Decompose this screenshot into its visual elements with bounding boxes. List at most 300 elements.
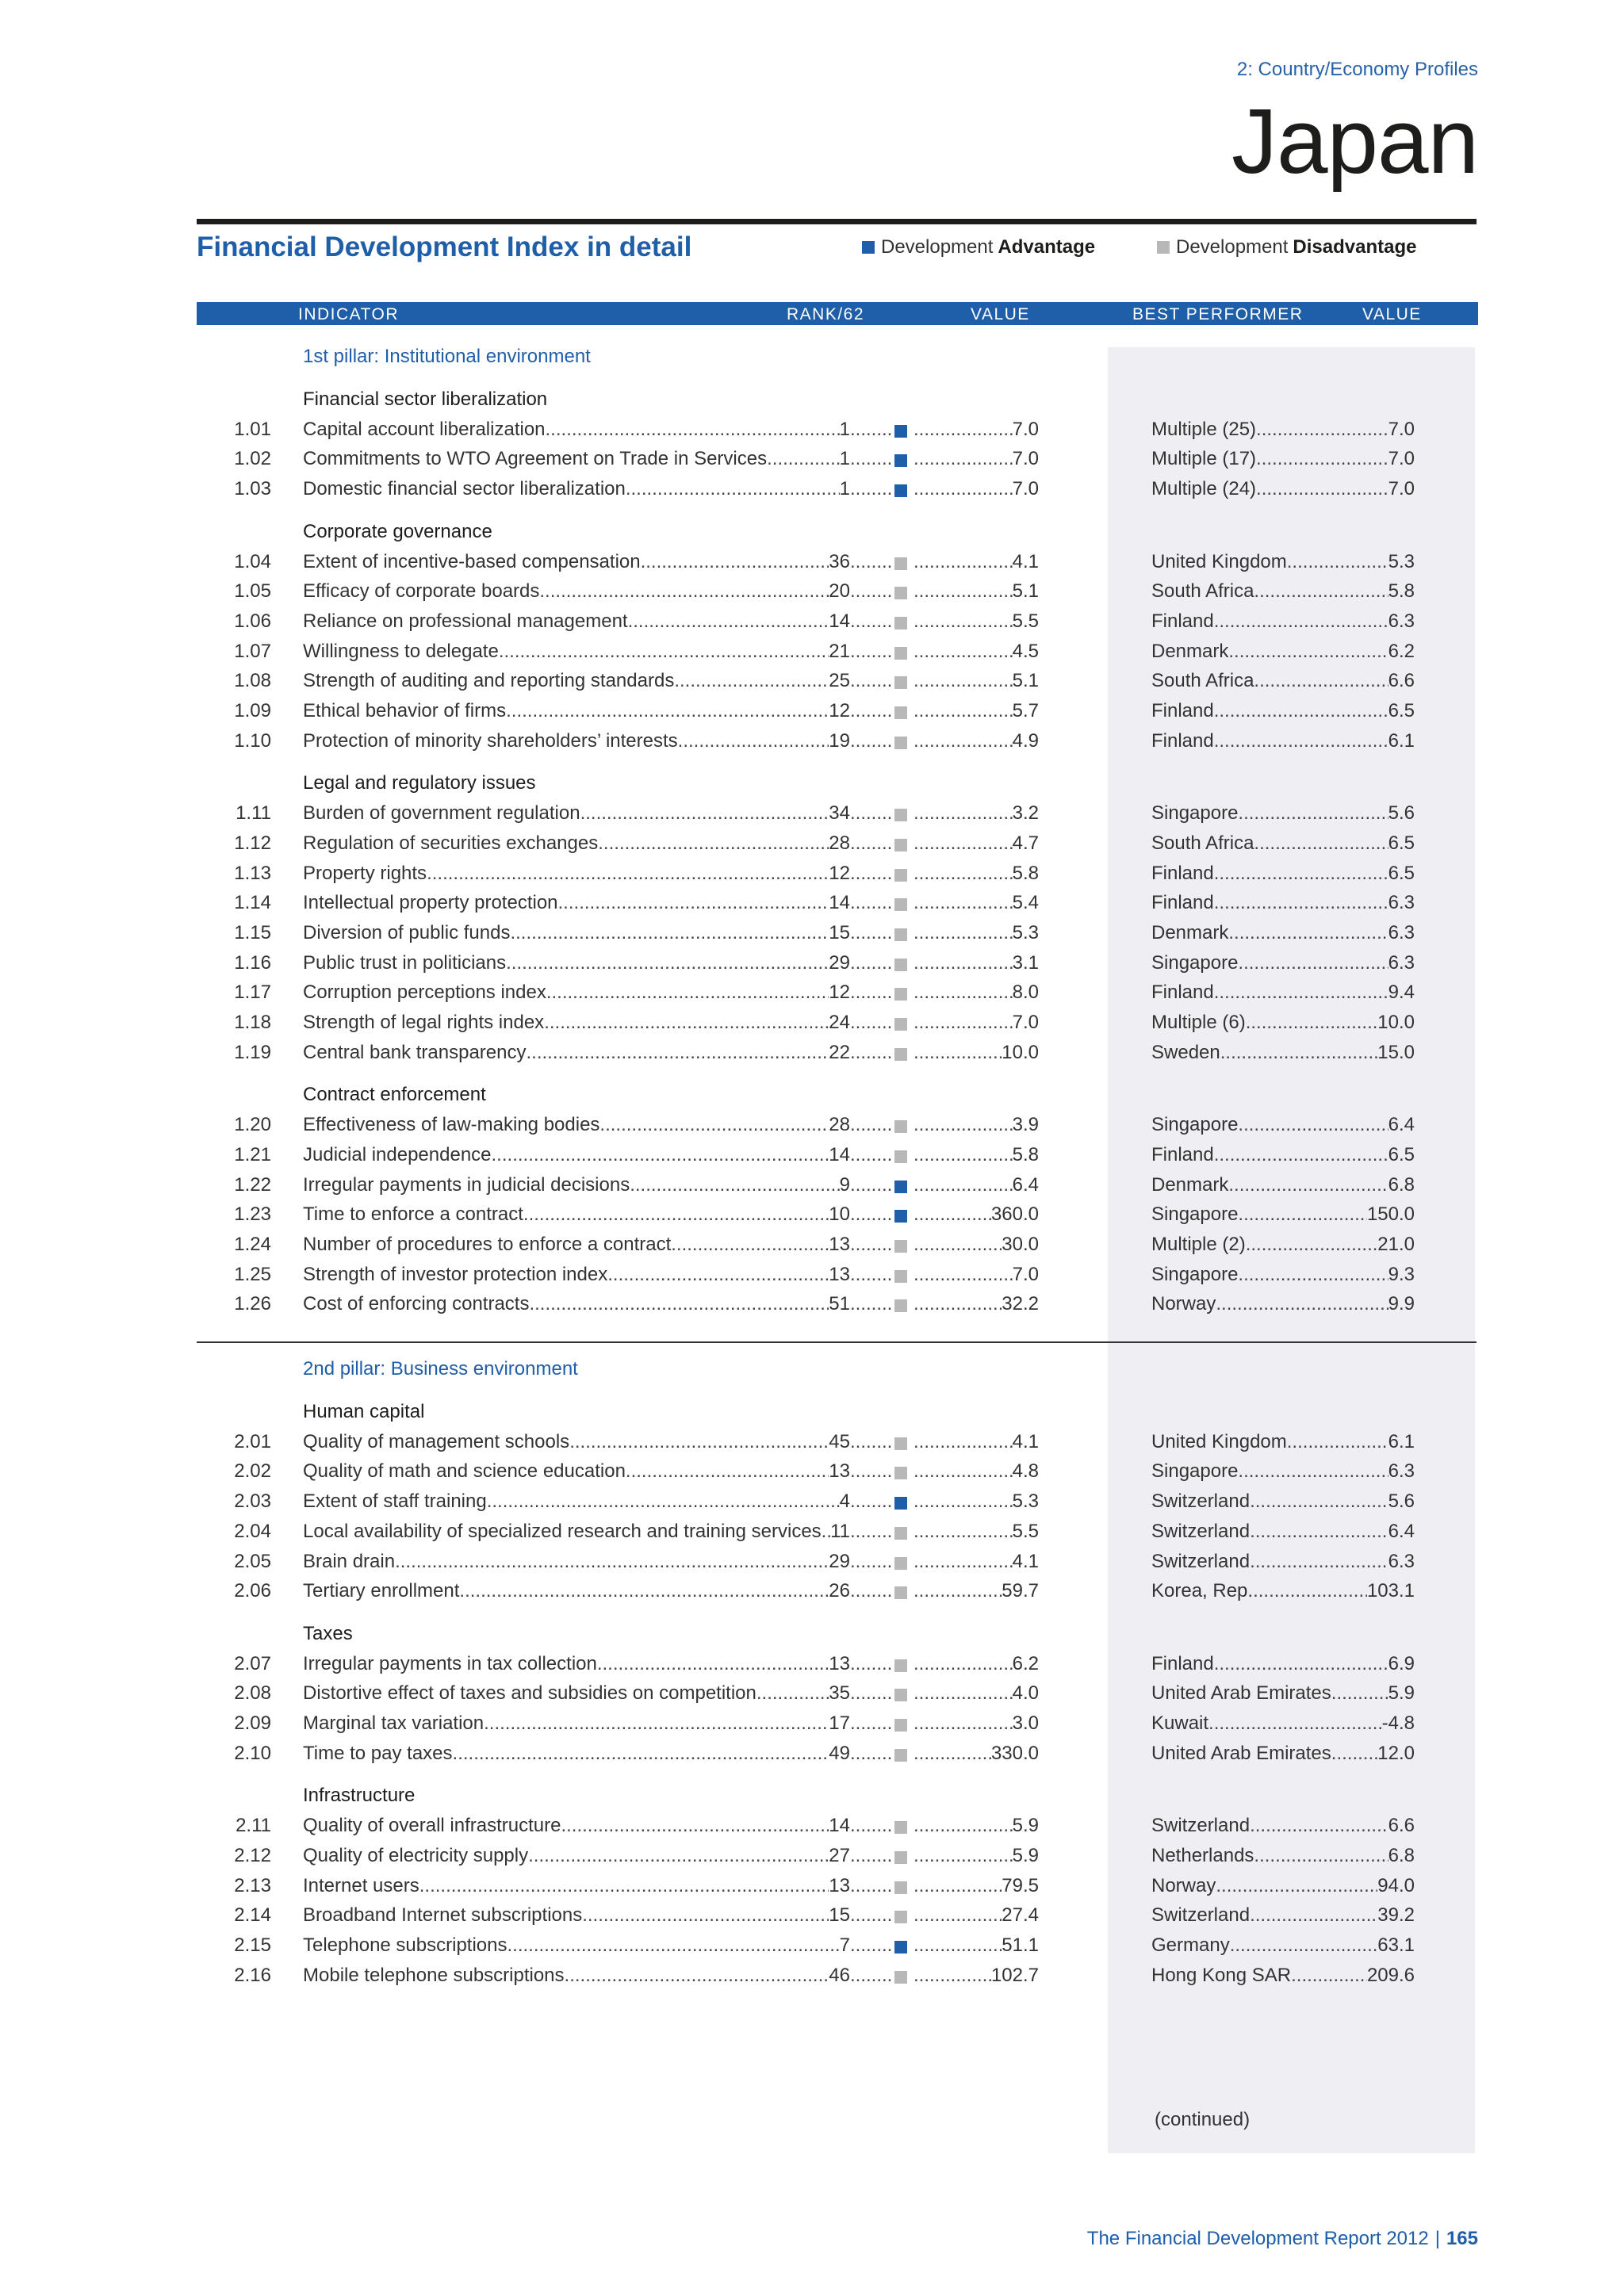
leader-dots <box>626 478 840 500</box>
rank-value: 12 <box>829 862 850 884</box>
leader-dots <box>1246 1012 1378 1034</box>
indicator-value <box>914 1712 1039 1735</box>
rank-value: 29 <box>829 951 850 974</box>
best-performer-value: 6.5 <box>1388 700 1415 721</box>
indicator-label: Internet users <box>303 1874 419 1896</box>
indicator-name <box>303 1264 850 1286</box>
indicator-label: Strength of auditing and reporting standards <box>303 670 675 692</box>
disadvantage-square-icon <box>894 737 907 749</box>
leader-dots <box>1214 730 1388 752</box>
leader-dots <box>580 802 829 825</box>
table-row <box>0 551 1624 580</box>
best-performer <box>1151 641 1415 663</box>
best-performer <box>1151 1203 1415 1226</box>
indicator-label: Quality of electricity supply <box>303 1844 529 1866</box>
leader-dots <box>850 1712 893 1735</box>
disadvantage-square-icon <box>894 1150 907 1163</box>
rank-value: 12 <box>829 982 850 1004</box>
disadvantage-square-icon <box>894 809 907 821</box>
leader-dots <box>850 1234 893 1256</box>
value-text: 5.1 <box>1012 670 1039 692</box>
best-performer-name: Switzerland <box>1151 1490 1251 1513</box>
rank-leader <box>850 1174 893 1196</box>
best-performer <box>1151 1174 1415 1196</box>
leader-dots <box>1250 1904 1377 1927</box>
leader-dots <box>599 1114 829 1136</box>
best-performer-name: Singapore <box>1151 802 1239 825</box>
table-row <box>0 580 1624 609</box>
disadvantage-square-icon <box>894 988 907 1001</box>
best-performer-name: Hong Kong SAR <box>1151 1964 1292 1986</box>
indicator-label: Quality of overall infrastructure <box>303 1815 561 1837</box>
value-text: 5.3 <box>1012 921 1039 943</box>
table-row <box>0 478 1624 507</box>
table-row <box>0 1144 1624 1173</box>
indicator-label: Capital account liberalization <box>303 418 546 440</box>
leader-dots <box>850 700 893 722</box>
indicator-name <box>303 1012 850 1034</box>
value-text: 5.3 <box>1012 1490 1039 1513</box>
value-text: 4.7 <box>1012 832 1039 854</box>
rank-leader <box>850 1042 893 1064</box>
leader-dots <box>453 1743 829 1765</box>
leader-dots <box>850 1012 893 1034</box>
value-text: 3.2 <box>1012 802 1039 825</box>
leader-dots <box>1250 1551 1388 1573</box>
leader-dots <box>850 1815 893 1837</box>
rank-value: 26 <box>829 1580 850 1602</box>
leader-dots <box>914 670 1013 692</box>
leader-dots <box>914 802 1013 825</box>
rank-value: 20 <box>829 580 850 603</box>
rank-leader <box>850 700 893 722</box>
leader-dots <box>914 1293 1002 1315</box>
indicator-number: 1.12 <box>234 832 271 854</box>
leader-dots <box>914 1712 1013 1735</box>
leader-dots <box>850 1431 893 1453</box>
best-performer <box>1151 832 1415 855</box>
indicator-label: Protection of minority shareholders’ interests <box>303 729 678 752</box>
leader-dots <box>508 1934 840 1957</box>
indicator-number: 1.24 <box>234 1233 271 1255</box>
leader-dots <box>1238 1114 1388 1136</box>
indicator-number: 2.14 <box>234 1904 271 1927</box>
best-performer-value: 6.4 <box>1388 1520 1415 1542</box>
indicator-label: Strength of legal rights index <box>303 1012 545 1033</box>
leader-dots <box>850 982 893 1004</box>
best-performer-name: Multiple (2) <box>1151 1233 1246 1255</box>
leader-dots <box>850 1460 893 1483</box>
indicator-label: Distortive effect of taxes and subsidies on competition <box>303 1682 756 1705</box>
leader-dots <box>1253 1580 1367 1602</box>
leader-dots <box>914 1264 1013 1286</box>
table-header <box>197 302 1478 325</box>
indicator-number: 1.18 <box>234 1012 271 1033</box>
indicator-label: Diversion of public funds <box>303 921 511 943</box>
best-performer <box>1151 1580 1415 1602</box>
indicator-number: 1.14 <box>234 892 271 914</box>
leader-dots <box>510 922 829 944</box>
best-performer-name: Switzerland <box>1151 1815 1251 1837</box>
table-row <box>0 1234 1624 1262</box>
best-performer-name: Finland <box>1151 862 1214 884</box>
leader-dots <box>1238 1460 1388 1483</box>
indicator-name <box>303 863 850 885</box>
best-performer <box>1151 1712 1415 1735</box>
indicator-name <box>303 922 850 944</box>
best-performer-value: 6.4 <box>1388 1114 1415 1136</box>
leader-dots <box>1238 802 1388 825</box>
indicator-number: 2.12 <box>234 1844 271 1866</box>
best-performer-value: 103.1 <box>1366 1580 1415 1602</box>
best-performer <box>1151 551 1415 573</box>
rank-leader <box>850 982 893 1004</box>
value-text: 5.9 <box>1012 1815 1039 1837</box>
indicator-name <box>303 1174 850 1196</box>
indicator-value <box>914 863 1039 885</box>
leader-dots <box>1214 982 1388 1004</box>
value-text: 5.1 <box>1012 580 1039 603</box>
rank-leader <box>850 1580 893 1602</box>
indicator-number: 2.08 <box>234 1682 271 1705</box>
indicator-value <box>914 641 1039 663</box>
leader-dots <box>1216 1875 1377 1897</box>
leader-dots <box>914 610 1013 633</box>
leader-dots <box>1214 892 1388 914</box>
leader-dots <box>822 1521 830 1543</box>
footer-report-title: The Financial Development Report 2012 <box>1086 2228 1429 2249</box>
rank-value: 15 <box>829 921 850 943</box>
table-row <box>0 1042 1624 1070</box>
leader-dots <box>546 419 840 441</box>
indicator-name <box>303 641 850 663</box>
rank-value: 46 <box>829 1964 850 1986</box>
leader-dots <box>558 892 829 914</box>
leader-dots <box>1228 641 1388 663</box>
leader-dots <box>850 1682 893 1705</box>
rank-value: 9 <box>839 1173 850 1196</box>
rank-value: 13 <box>829 1233 850 1255</box>
disadvantage-square-icon <box>894 676 907 689</box>
rank-leader <box>850 1012 893 1034</box>
indicator-number: 1.26 <box>234 1293 271 1315</box>
best-performer-value: 10.0 <box>1377 1012 1415 1033</box>
indicator-number: 2.03 <box>234 1490 271 1513</box>
best-performer <box>1151 1042 1415 1064</box>
indicator-label: Corruption perceptions index <box>303 982 546 1004</box>
best-performer-value: 6.5 <box>1388 832 1415 854</box>
best-performer-value: 6.3 <box>1388 892 1415 914</box>
rank-leader <box>850 1875 893 1897</box>
indicator-value <box>914 670 1039 692</box>
best-performer-value: 94.0 <box>1377 1874 1415 1896</box>
table-row <box>0 610 1624 639</box>
leader-dots <box>850 1965 893 1987</box>
best-performer <box>1151 952 1415 974</box>
leader-dots <box>487 1490 840 1513</box>
best-performer-value: 6.3 <box>1388 610 1415 632</box>
indicator-label: Commitments to WTO Agreement on Trade in Services <box>303 448 768 470</box>
rank-leader <box>850 892 893 914</box>
leader-dots <box>914 580 1013 603</box>
indicator-number: 2.02 <box>234 1460 271 1483</box>
rank-value: 1 <box>839 418 850 440</box>
leader-dots <box>850 730 893 752</box>
table-row <box>0 730 1624 759</box>
best-performer <box>1151 1234 1415 1256</box>
leader-dots <box>914 419 1013 441</box>
disadvantage-square-icon <box>894 1719 907 1732</box>
leader-dots <box>767 448 840 470</box>
table-row <box>0 1580 1624 1609</box>
value-text: 27.4 <box>1002 1904 1039 1927</box>
leader-dots <box>914 832 1013 855</box>
indicator-label: Time to enforce a contract <box>303 1203 523 1226</box>
rank-leader <box>850 832 893 855</box>
leader-dots <box>914 1460 1013 1483</box>
indicator-value <box>914 1234 1039 1256</box>
leader-dots <box>565 1965 829 1987</box>
best-performer-name: Multiple (24) <box>1151 478 1257 500</box>
best-performer <box>1151 1264 1415 1286</box>
advantage-square-icon <box>894 484 907 497</box>
rank-leader <box>850 1551 893 1573</box>
best-performer-name: Netherlands <box>1151 1844 1254 1866</box>
leader-dots <box>1208 1712 1382 1735</box>
leader-dots <box>506 952 829 974</box>
indicator-name <box>303 1203 850 1226</box>
leader-dots <box>1238 952 1388 974</box>
disadvantage-square-icon <box>894 1749 907 1762</box>
value-text: 4.1 <box>1012 1430 1039 1452</box>
indicator-value <box>914 551 1039 573</box>
rank-leader <box>850 1114 893 1136</box>
rank-leader <box>850 1431 893 1453</box>
indicator-name <box>303 580 850 603</box>
rank-leader <box>850 1965 893 1987</box>
leader-dots <box>1254 832 1388 855</box>
best-performer-value: 6.8 <box>1388 1173 1415 1196</box>
indicator-value <box>914 1653 1039 1675</box>
rank-value: 14 <box>829 610 850 632</box>
leader-dots <box>630 1174 839 1196</box>
value-text: 32.2 <box>1002 1293 1039 1315</box>
disadvantage-square-icon <box>894 1527 907 1540</box>
disadvantage-square-icon <box>894 1120 907 1133</box>
rank-value: 45 <box>829 1430 850 1452</box>
indicator-number: 1.15 <box>234 921 271 943</box>
value-text: 3.1 <box>1012 951 1039 974</box>
indicator-label: Efficacy of corporate boards <box>303 580 540 603</box>
best-performer-value: 5.9 <box>1388 1682 1415 1705</box>
leader-dots <box>914 1965 991 1987</box>
indicator-number: 2.01 <box>234 1430 271 1452</box>
indicator-number: 1.02 <box>234 448 271 470</box>
disadvantage-square-icon <box>894 1467 907 1479</box>
indicator-number: 1.11 <box>236 802 271 825</box>
leader-dots <box>528 1845 829 1867</box>
index-title: Financial Development Index in detail <box>197 232 692 262</box>
indicator-label: Broadband Internet subscriptions <box>303 1904 583 1927</box>
disadvantage-square-icon <box>1157 241 1170 254</box>
indicator-name <box>303 1904 850 1927</box>
leader-dots <box>850 1653 893 1675</box>
indicator-number: 1.03 <box>234 478 271 500</box>
footer-separator: | <box>1434 2228 1440 2249</box>
group-title: Legal and regulatory issues <box>303 772 536 794</box>
best-performer-value: 9.3 <box>1388 1263 1415 1285</box>
indicator-label: Intellectual property protection <box>303 892 558 914</box>
indicator-value <box>914 1682 1039 1705</box>
rank-leader <box>850 478 893 500</box>
best-performer-value: 21.0 <box>1377 1233 1415 1255</box>
best-performer-value: 6.5 <box>1388 862 1415 884</box>
indicator-value <box>914 610 1039 633</box>
best-performer-value: 5.3 <box>1388 550 1415 572</box>
indicator-name <box>303 730 850 752</box>
leader-dots <box>850 1490 893 1513</box>
rank-leader <box>850 1521 893 1543</box>
best-performer-value: 7.0 <box>1388 418 1415 440</box>
indicator-label: Strength of investor protection index <box>303 1263 608 1285</box>
disadvantage-square-icon <box>894 1971 907 1984</box>
leader-dots <box>1228 922 1388 944</box>
best-performer-value: 6.1 <box>1388 1430 1415 1452</box>
best-performer-value: 9.4 <box>1388 982 1415 1004</box>
disadvantage-square-icon <box>894 587 907 599</box>
best-performer <box>1151 1114 1415 1136</box>
leader-dots <box>914 982 1013 1004</box>
advantage-square-icon <box>894 1497 907 1510</box>
leader-dots <box>850 1264 893 1286</box>
value-text: 6.2 <box>1012 1652 1039 1674</box>
indicator-name <box>303 419 850 441</box>
leader-dots <box>1230 1934 1378 1957</box>
indicator-number: 2.15 <box>234 1934 271 1956</box>
header-best: BEST PERFORMER <box>1132 305 1304 323</box>
leader-dots <box>850 1114 893 1136</box>
rank-value: 10 <box>829 1203 850 1226</box>
leader-dots <box>1331 1682 1388 1705</box>
best-performer-name: Finland <box>1151 982 1214 1004</box>
indicator-label: Quality of math and science education <box>303 1460 626 1483</box>
indicator-name <box>303 700 850 722</box>
rank-leader <box>850 551 893 573</box>
table-row <box>0 1551 1624 1579</box>
rank-leader <box>850 641 893 663</box>
leader-dots <box>850 1042 893 1064</box>
value-text: 8.0 <box>1012 982 1039 1004</box>
leader-dots <box>850 1174 893 1196</box>
value-text: 5.9 <box>1012 1844 1039 1866</box>
best-performer <box>1151 1875 1415 1897</box>
leader-dots <box>850 1551 893 1573</box>
indicator-name <box>303 802 850 825</box>
indicator-name <box>303 1114 850 1136</box>
value-text: 330.0 <box>990 1742 1039 1764</box>
table-row <box>0 700 1624 729</box>
table-row <box>0 1712 1624 1741</box>
indicator-value <box>914 1114 1039 1136</box>
best-performer-value: 9.9 <box>1388 1293 1415 1315</box>
rank-value: 13 <box>829 1652 850 1674</box>
indicator-label: Burden of government regulation <box>303 802 580 825</box>
best-performer <box>1151 580 1415 603</box>
table-row <box>0 1904 1624 1933</box>
indicator-value <box>914 1934 1039 1957</box>
leader-dots <box>850 1521 893 1543</box>
best-performer-value: 6.3 <box>1388 1460 1415 1483</box>
advantage-square-icon <box>894 425 907 438</box>
leader-dots <box>626 1460 829 1483</box>
leader-dots <box>914 1743 991 1765</box>
rank-value: 51 <box>829 1293 850 1315</box>
indicator-number: 1.05 <box>234 580 271 603</box>
leader-dots <box>850 610 893 633</box>
header-value: VALUE <box>971 305 1030 323</box>
rank-leader <box>850 1815 893 1837</box>
best-performer <box>1151 1293 1415 1315</box>
indicator-name <box>303 448 850 470</box>
header-rank: RANK/62 <box>787 305 865 323</box>
leader-dots <box>914 1042 1002 1064</box>
best-performer <box>1151 700 1415 722</box>
disadvantage-square-icon <box>894 1586 907 1599</box>
indicator-number: 1.20 <box>234 1114 271 1136</box>
rank-value: 12 <box>829 700 850 721</box>
best-performer-value: -4.8 <box>1381 1712 1415 1734</box>
indicator-value <box>914 700 1039 722</box>
indicator-value <box>914 1815 1039 1837</box>
rank-value: 28 <box>829 832 850 854</box>
indicator-number: 1.22 <box>234 1173 271 1196</box>
leader-dots <box>1228 1174 1388 1196</box>
rank-leader <box>850 1234 893 1256</box>
rank-leader <box>850 730 893 752</box>
disadvantage-square-icon <box>894 839 907 851</box>
header-indicator: INDICATOR <box>298 305 400 323</box>
header-best-value: VALUE <box>1362 305 1422 323</box>
advantage-square-icon <box>894 454 907 467</box>
best-performer <box>1151 670 1415 692</box>
best-performer-name: Norway <box>1151 1293 1216 1315</box>
rank-value: 27 <box>829 1844 850 1866</box>
indicator-value <box>914 1264 1039 1286</box>
leader-dots <box>850 1934 893 1957</box>
indicator-name <box>303 1815 850 1837</box>
indicator-value <box>914 832 1039 855</box>
rank-leader <box>850 610 893 633</box>
indicator-number: 2.07 <box>234 1652 271 1674</box>
disadvantage-square-icon <box>894 869 907 882</box>
indicator-label: Time to pay taxes <box>303 1742 453 1764</box>
indicator-label: Irregular payments in tax collection <box>303 1652 597 1674</box>
best-performer-name: South Africa <box>1151 670 1254 692</box>
indicator-name <box>303 832 850 855</box>
best-performer <box>1151 1845 1415 1867</box>
indicator-name <box>303 1875 850 1897</box>
indicator-value <box>914 1012 1039 1034</box>
best-performer-name: Finland <box>1151 729 1214 752</box>
best-performer <box>1151 1144 1415 1166</box>
rank-leader <box>850 419 893 441</box>
pillar-title: 1st pillar: Institutional environment <box>303 346 591 367</box>
advantage-square-icon <box>894 1941 907 1954</box>
table-row <box>0 802 1624 831</box>
best-performer <box>1151 1490 1415 1513</box>
indicator-name <box>303 1144 850 1166</box>
leader-dots <box>1220 1042 1378 1064</box>
